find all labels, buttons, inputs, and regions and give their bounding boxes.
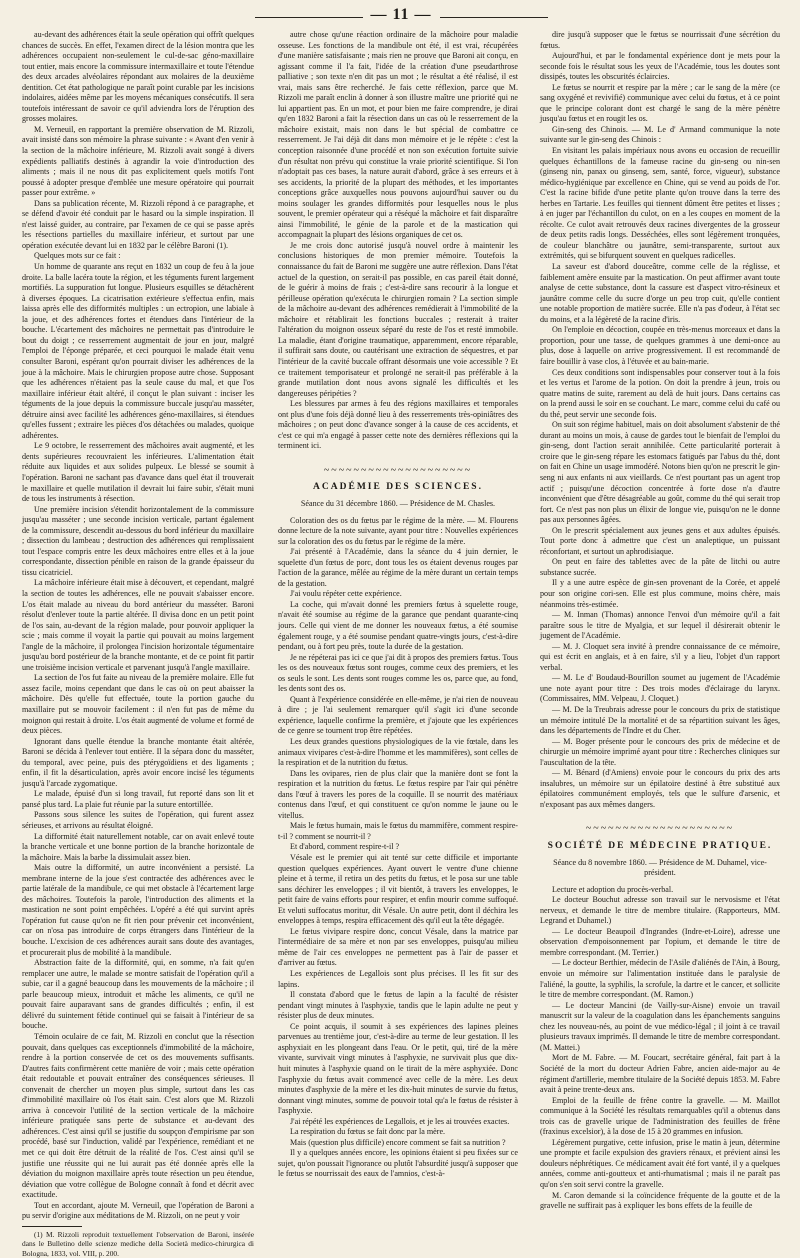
article-paragraph: — M. Le d' Boudaud-Bourillon soumet au jugement de l'Académie une note ayant pour titre : Des trois modes d'éclairage du larynx. (Commissaires, MM. Velpeau, J. Cloquet.): [540, 673, 780, 704]
article-paragraph: La difformité était naturellement notable, car on avait enlevé toute la branche verticale et une bonne portion de la branche horizontale de la mâchoire. Mais la barbe la dissimulait assez bien.: [22, 831, 254, 862]
article-paragraph: M. Caron demande si la coïncidence fréquente de la goutte et de la gravelle ne suffirait pas à expliquer les bons effets de la feuille de: [540, 1190, 780, 1211]
article-paragraph: On le prescrit spécialement aux jeunes gens et aux adultes épuisés. Tout porte donc à admettre que c'est un analeptique, un puissant réconfortant, et surtout un aphrodisiaque.: [540, 525, 780, 556]
column-3: [540, 30, 780, 1211]
article-paragraph: Quant à l'expérience considérée en elle-même, je n'ai rien de nouveau à dire ; je l'ai seulement remarquer qu'il s'agit ici d'une seconde expérience, laquelle confirme la première, et j'ajoute que les expériences de ce genre se tournent trop être répétées.: [278, 694, 518, 736]
article-paragraph: Tout en accordant, ajoute M. Verneuil, que l'opération de Baroni a pu servir d'origine aux méditations de M. Rizzoli, on ne peut y voir: [22, 1200, 254, 1221]
article-paragraph: La saveur est d'abord douceâtre, comme celle de la réglisse, et faiblement amère ensuite par la mastication. On peut affirmer avant toute analyse de cette substance, dont la cassure est d'aspect vitro-résineux et jaunâtre comme celle du sucre d'orge un peu trop cuit, qu'elle contient une notable proportion de matière sucrée. Elle n'a pas d'odeur, à l'état sec du moins, et a la légèreté de la racine d'iris.: [540, 262, 780, 324]
header-rule-left: [255, 17, 363, 18]
article-paragraph: Ces deux conditions sont indispensables pour conserver tout à la fois et les vertus et l'arome de la potion. On doit la prendre à jeun, trois ou quatre matins de suite, rarement au delà de huit jours. Dans certains cas on la prend aussi le soir en se couchant. Le marc, comme celui du café ou du thé, peut servir une seconde fois.: [540, 367, 780, 419]
article-paragraph: Il constata d'abord que le fœtus de lapin a la faculté de résister pendant vingt minutes à l'asphyxie, tandis que le lapin adulte ne peut y résister plus de deux minutes.: [278, 990, 518, 1021]
article-paragraph: La respiration du fœtus se fait donc par la mère.: [290, 1127, 446, 1137]
column-3-body-top: [540, 30, 780, 810]
article-paragraph: Le malade, épuisé d'un si long travail, fut reporté dans son lit et pansé plus tard. La plaie fut réunie par la suture entortillée.: [22, 789, 254, 809]
article-paragraph: On suit son régime habituel, mais on doit absolument s'abstenir de thé durant au moins un mois, à cause de gardes tout le bienfait de l'emploi du gin-seng, dont l'action serait annihilée. Cette particularité porterait à croire que le gin-seng répare les estomacs fatigués par l'abus du thé, dont on fait en Chine un usage immodéré. Notons bien qu'on ne prescrit le gin-seng ni aux enfants ni aux vieillards. Ce n'est pourtant pas un agent trop actif ; puisqu'une décoction concentrée à forte dose n'a d'autre inconvénient que d'être désagréable au goût, comme du thé qui serait trop fort. Ce n'est pas non plus un élixir de longue vie, puisqu'on ne le donne pas aux personnes âgées.: [540, 420, 780, 525]
column-1-body: [22, 30, 254, 1222]
article-paragraph: — Le docteur Mancini (de Vailly-sur-Aisne) envoie un travail manuscrit sur la valeur de la coagulation dans les épanchements sanguins chez les nouveau-nés, au point de vue médico-légal ; il joint à ce travail plusieurs travaux imprimés. Il demande le titre de membre correspondant. (M. Mattei.): [540, 1000, 780, 1052]
article-paragraph: Mort de M. Fabre. — M. Foucart, secrétaire général, fait part à la Société de la mort du docteur Adrien Fabre, ancien aide-major au 4e régiment d'artillerie, membre titulaire de la Société depuis 1853. M. Fabre avait à peine trente-deux ans.: [540, 1053, 780, 1095]
section-title-academie: ACADÉMIE DES SCIENCES.: [313, 482, 483, 493]
article-paragraph: J'ai voulu répéter cette expérience.: [290, 589, 402, 599]
article-paragraph: Les deux grandes questions physiologiques de la vie fœtale, dans les animaux vivipares c'est-à-dire l'homme et les mammifères), sont celles de la respiration et de la nutrition du fœtus.: [278, 737, 518, 768]
article-paragraph: J'ai présenté à l'Académie, dans la séance du 4 juin dernier, le squelette d'un fœtus de porc, dont tous les os étaient devenus rouges par l'action de la garance, mêlée au régime de la mère durant un certain temps de la gestation.: [278, 547, 518, 588]
article-paragraph: Témoin oculaire de ce fait, M. Rizzoli en conclut que la résection pouvait, dans quelques cas exceptionnels d'immobilité de la mâchoire, rendre à la portion conservée de cet os des mouvements suffisants. D'autres faits confirmèrent cette manière de voir ; mais cette opération était redoutable et pouvait entraîner des conséquences sérieuses. Il convenait de chercher un moyen plus simple, surtout dans les cas d'immobilité maxillaire où l'os était sain. C'est alors que M. Rizzoli arriva à concevoir l'utilité de la section verticale de la mâchoire inférieure pratiquée sans perte de substance et au-devant des adhérences. C'est ainsi qu'il se justifie du soupçon d'empirisme par son procédé, basé sur l'induction, validé par l'expérience, remédiant et ne met ce qui doit être détruit de la réalité de l'os. C'est ainsi qu'il se justifie une réussite qui ne lui aurait pas été donnée après elle la déviation du moignon maxillaire après toute résection un peu étendue, déviation que votre collègue de Bologne connaît à fond et décrit avec exactitude.: [22, 1031, 254, 1200]
article-paragraph: — M. Boger présente pour le concours des prix de médecine et de chirurgie un mémoire imprimé ayant pour titre : Recherches cliniques sur l'auscultation de la tête.: [540, 736, 780, 767]
article-paragraph: Les expériences de Legallois sont plus précises. Il les fit sur des lapins.: [278, 969, 518, 989]
article-paragraph: Le docteur Bouchut adresse son travail sur le nervosisme et l'état nerveux, et demande le titre de membre titulaire. (Rapporteurs, MM. Legrand et Duhamel.): [540, 895, 780, 926]
column-3-body-bottom: [540, 885, 780, 1212]
column-2: [278, 30, 518, 1179]
column-2-body-bottom: [278, 516, 518, 1180]
article-paragraph: Quelques mots sur ce fait :: [34, 251, 121, 261]
article-paragraph: Ce point acquis, il soumit à ses expériences des lapines pleines parvenues au trentième jour, c'est-à-dire au terme de leur gestation. Il les asphyxiait en les plongeant dans l'eau. Or le petit, qui, tiré de la mère vivante, survivait vingt minutes à l'asphyxie, ne survivait plus que dix-huit minutes à l'asphyxie quand on le tirait de la mère asphyxiée. Donc l'asphyxie du fœtus avait commencé avec celle de la mère. Les deux minutes d'asphyxie de la mère et les dix-huit minutes de survie du fœtus, donnant vingt minutes, somme de pouvoir total qu'a le fœtus de résister à l'asphyxie.: [278, 1021, 518, 1116]
page-number: — 11 —: [370, 6, 432, 23]
section-ornament: ~~~~~~~~~~~~~~~~~~~~: [585, 823, 735, 835]
article-paragraph: On l'emploie en décoction, coupée en très-menus morceaux et dans la proportion, pour une tasse, de quelques grammes à une demi-once au plus, dose à laquelle on arrive progressivement. Il est recommandé de faire bouillir à vase clos, à l'étuvée et au bain-marie.: [540, 325, 780, 366]
article-paragraph: La section de l'os fut faite au niveau de la première molaire. Elle fut assez facile, moins cependant que dans le cas où on peut abaisser la mâchoire. Dès qu'elle fut effectuée, toute la portion gauche du maxillaire put se mouvoir facilement : il n'en fut pas de même du moignon qui restait à droite. L'os était augmenté de volume et formé de deux pièces.: [22, 673, 254, 736]
article-paragraph: autre chose qu'une réaction ordinaire de la mâchoire pour maladie osseuse. Les fonctions de la mandibule ont été, il est vrai, récupérées d'une manière satisfaisante ; mais rien ne prouve que Baroni ait conçu, en agissant comme il l'a fait, l'idée de la création d'une pseudarthrose palliative ; son texte n'en dit pas un mot ; le résultat a été réalisé, il est vrai, mais sans être recherché. Je fais cette réflexion, parce que M. Rizzoli me paraît enclin à donner à son illustre maître une priorité qui ne lui appartient pas. En un mot, et pour bien me faire comprendre, je dirai qu'en 1832 Baroni a fait la résection dans un cas où le resserrement de la mâchoire existait, mais non dans le but spécial de combattre ce resserrement. Je l'ai déjà dit dans mon mémoire et je le répète : c'est la conception raisonnée d'une procédé et non son exécution fortuite suivie d'un résultat non prévu qui constitue la vraie priorité scientifique. Si l'on n'adoptait pas ces bases, la nature aurait d'abord, grâce à ses erreurs et à ses accidents, la priorité de la plupart des méthodes, et les importantes conceptions grâce auxquelles nous pouvons aujourd'hui sauver ou du moins soulager les grandes difformités pour lesquelles nous le plus souvent, le premier opérateur qui a réséqué la mâchoire et fait disparaître ainsi l'immobilité, le génie de la parole et de la mastication qui accompagnait la plupart des lésions organiques de cet os.: [278, 30, 518, 240]
article-paragraph: Légèrement purgative, cette infusion, prise le matin à jeun, détermine une prompte et facile expulsion des graviers rénaux, et prévient ainsi les douleurs néphrétiques. Ce médicament avait été fort vanté, il y a quelques années, comme anti-goutteux et anti-rhumatismal ; mais il ne paraît pas qu'on s'en soit servi contre la gravelle.: [540, 1137, 780, 1189]
article-paragraph: On peut en faire des tablettes avec de la pâte de litchi ou autre substance sucrée.: [540, 557, 780, 577]
page-header: [0, 4, 800, 30]
article-paragraph: Mais outre la difformité, un autre inconvénient a persisté. La membrane interne de la joue s'est contractée des adhérences avec le partie latérale de la mandibule, ce qui met obstacle à l'écartement large des mâchoires. Toutefois la parole, l'introduction des aliments et la mastication ne sont point empêchées. L'opéré a été qui survint après l'opération fut cause qu'on ne fit rien pour prévenir cet inconvénient, car on n'osa pas introduire de corps étrangers dans l'intérieur de la bouche. L'excision de ces adhérences aurait sans doute des avantages, et procurerait plus de mobilité à la mandibule.: [22, 863, 254, 957]
column-1: [22, 30, 254, 1258]
article-paragraph: Passons sous silence les suites de l'opération, qui furent assez sérieuses, et arrivons au résultat éloigné.: [22, 810, 254, 831]
article-paragraph: — M. De la Treubrais adresse pour le concours du prix de statistique un mémoire intitulé De la mortalité et de sa répartition suivant les âges, dans les départements de l'Indre et du Cher.: [540, 705, 780, 736]
article-paragraph: au-devant des adhérences était la seule opération qui offrît quelques chances de succès. En effet, l'examen direct de la lésion montra que les adhérences occupaient non-seulement le cul-de-sac géno-maxillaire tout entier, mais encore la commissure intermaxillaire et toute l'étendue des deux arcades alvéolaires répondant aux molaires de la deuxième dentition. Cet état pathologique ne paraît point curable par les incisions indolaires, aidées même par les moyens mécaniques consécutifs. Il sera toutefois intéressant de savoir ce qu'il adviendra lors de l'éruption des grosses molaires.: [22, 30, 254, 124]
section-subtitle-societe: Séance du 8 novembre 1860. — Présidence de M. Duhamel, vice-président.: [553, 857, 767, 878]
article-paragraph: Le fœtus vivipare respire donc, concut Vésale, dans la matrice par l'intermédiaire de sa mère et non par ses enveloppes, puisqu'au milieu même de l'air ces enveloppes ne permettent pas à l'air de passer et d'arriver au fœtus.: [278, 926, 518, 968]
section-ornament: ~~~~~~~~~~~~~~~~~~~~: [323, 464, 473, 476]
article-paragraph: dire jusqu'à supposer que le fœtus se nourrissait d'une sécrétion du fœtus.: [540, 30, 780, 50]
article-paragraph: Il y a une autre espèce de gin-sen provenant de la Corée, et appelé pour son origine cori-sen. Elle est plus commune, moins chère, mais néanmoins très-estimée.: [540, 578, 780, 609]
article-paragraph: Une première incision s'étendit horizontalement de la commissure jusqu'au masséter ; une seconde incision verticale, partant également de la commissure, descendit au-dessous du bord inférieur du maxillaire ; dissection du lambeau ; destruction des adhérences qui remplissaient tout l'espace compris entre les deux mâchoires entre elles et à la joue correspondante, dissection pénible en raison de la grande épaisseur du tissu cicatriciel.: [22, 504, 254, 577]
article-paragraph: Le 9 octobre, le resserrement des mâchoires avait augmenté, et les dents supérieures recouvraient les inférieures. L'alimentation était réduite aux liquides et aux solides pulpeux. Le blessé se soumit à l'opération. Baroni ne sachant pas d'avance dans quel état il trouverait le maxillaire et quelle mutilation il devrait lui faire subir, s'était muni de tous les instruments à résection.: [22, 441, 254, 504]
header-rule-right: [440, 17, 548, 18]
article-paragraph: Le fœtus se nourrit et respire par la mère ; car le sang de la mère (ce sang oxygéné et revivifié) communique avec celui du fœtus, et à ce point que le principe colorant dont est chargé le sang de la mère pénètre jusqu'au fœtus et en rougit les os.: [540, 82, 780, 124]
article-paragraph: Emploi de la feuille de frêne contre la gravelle. — M. Maillot communique à la Société les résultats remarquables qu'il a obtenus dans trois cas de gravelle urique de l'administration des feuilles de frêne (fraxinus excelsior), à la dose de 15 à 20 grammes en infusion.: [540, 1095, 780, 1137]
article-paragraph: Il y a quelques années encore, les opinions étaient si peu fixées sur ce sujet, qu'on poussait l'ignorance ou plutôt l'absurdité jusqu'à supposer que le fœtus se nourrissait des eaux de l'amnios, c'est-à-: [278, 1148, 518, 1179]
article-paragraph: — M. J. Cloquet sera invité à prendre connaissance de ce mémoire, qui est écrit en anglais, et à en faire, s'il y a lieu, l'objet d'un rapport verbal.: [540, 641, 780, 672]
section-title-societe: SOCIÉTÉ DE MÉDECINE PRATIQUE.: [547, 841, 773, 852]
article-paragraph: La coche, qui m'avait donné les premiers fœtus à squelette rouge, n'avait été soumise au régime de la garance que pendant quarante-cinq jours. Celle qui vient de me donner les nouveaux fœtus, a été soumise également rouge, y a été soumise pendant quatre-vingts jours, c'est-à-dire pendant, ou à fort peu près, toute la durée de la gestation.: [278, 599, 518, 652]
article-paragraph: J'ai répété les expériences de Legallois, et je les ai trouvées exactes.: [290, 1116, 510, 1126]
article-paragraph: Mais (question plus difficile) encore comment se fait sa nutrition ?: [290, 1137, 506, 1147]
article-paragraph: Dans les ovipares, rien de plus clair que la manière dont se font la respiration et la nutrition du fœtus. Le fœtus respire par l'air qui pénètre dans l'œuf à travers les pores de la coquille. Il se nourrit des matériaux contenus dans l'œuf, et qui constituent ce qu'on nomme le jaune ou le vitellus.: [278, 768, 518, 820]
article-paragraph: Dans sa publication récente, M. Rizzoli répond à ce paragraphe, et se défend d'avoir été conduit par le hasard ou la simple inspiration. Il n'est laissé guider, au contraire, par l'examen de ce qui se passe après les résections partielles du maxillaire inférieur, et surtout par une opération exécutée devant lui en 1832 par le célèbre Baroni (1).: [22, 198, 254, 250]
article-paragraph: En visitant les palais impériaux nous avons eu occasion de recueillir quelques échantillons de la fameuse racine du gin-seng ou nin-sen (ginseng nin, panax ou ginseng, sem, santé, force, vigueur), substance médico-hygiénique par excellence en Chine, qui se vend au poids de l'or. C'est la racine bifide d'une petite plante qu'on trouve dans la terre des herbes en Tartarie. Les feuilles qui tiennent dûment être petites et lisses ; à en juger par l'échantillon du culot, on en a les coupes en moment de la récolte. Ce culot avait retrouvés deux racines divergentes de la grosseur de deux petits radis longs. Desséchées, elles sont légèrement tronquées, de couleur blanchâtre ou jaunâtre, semi-transparente, surtout aux extrémités, qui se bifurquent souvent en quelques radicelles.: [540, 146, 780, 261]
article-paragraph: Un homme de quarante ans reçut en 1832 un coup de feu à la joue droite. La balle lacéra toute la région, et les téguments furent largement mortifiés. La suppuration fut longue. Plusieurs esquilles se détachèrent à diverses époques. La cicatrisation extérieure s'effectua enfin, mais laissa après elle des difformités multiples : un ectropion, une labiale à la joue, et des adhérences fortes et étendues dans l'intérieur de la bouche. L'écartement des mâchoires ne permettait pas d'introduire le bout du doigt ; ce resserrement augmentait de jour en jour, malgré l'emploi de l'éponge préparée, et ceci pourquoi le malade était venu consulter Baroni, espérant qu'on pourrait diviser les adhérences de la joue à la mâchoire. Mais le chirurgien propose autre chose. Supposant que les adhérences n'étaient pas la seule cause du mal, et que l'os maxillaire inférieur était altéré, il conçut le plan suivant : inciser les téguments de la joue depuis la commissure buccale jusqu'au masséter, détruire ainsi avec facilité les adhérences géno-maxillaires, si étendues qu'elles fussent ; extraire les pièces d'os détachées ou malades, quoique adhérentes.: [22, 262, 254, 440]
section-subtitle-academie: Séance du 31 décembre 1860. — Présidence de M. Chasles.: [300, 498, 496, 508]
article-paragraph: Je ne répéterai pas ici ce que j'ai dit à propos des premiers fœtus. Tous les os des nouveaux fœtus sont rouges, comme ceux des premiers, et les os seuls le sont. Les dents sont rouges comme les os, parce que, au fond, les dents sont des os.: [278, 652, 518, 694]
article-paragraph: Ignorant dans quelle étendue la branche montante était altérée, Baroni se décida à l'enlever tout entière. Il la sépara donc du masséter, du temporal, avec peine, puis des ptérygoïdiens et des ligaments ; enfin, il fit la désarticulation, après avoir encore incisé les téguments jusqu'à l'arcade zygomatique.: [22, 736, 254, 788]
article-paragraph: Et d'abord, comment respire-t-il ?: [290, 842, 400, 852]
article-paragraph: M. Verneuil, en rapportant la première observation de M. Rizzoli, avait insisté dans son mémoire la phrase suivante : « Avant d'en venir à la section de la mâchoire inférieure, M. Rizzoli avait songé à divers expédients palliatifs destinés à agrandir la voie d'introduction des aliments ; mais il ne nous dit pas explicitement quels motifs l'ont poussé à adopter presque d'emblée une mesure opératoire qui pourrait passer pour extrême. »: [22, 124, 254, 198]
article-paragraph: Abstraction faite de la difformité, qui, en somme, n'a fait qu'en remplacer une autre, le malade se montre satisfait de l'opération qu'il a subie, car il a gagné beaucoup dans les mouvements de la mâchoire ; il parle beaucoup mieux, introduit et mâche les aliments, ce qu'il ne pouvait faire auparavant sans de grandes difficultés ; enfin, il est délivré du suintement fétide continuel qui se faisait à l'intérieur de sa bouche.: [22, 958, 254, 1031]
footnote-separator: [22, 1226, 82, 1227]
footnote: (1) M. Rizzoli reproduit textuellement l'observation de Baroni, insérée dans le Bulletino delle scienze mediche della Società medico-chirurgica di Bologna, 1833, vol. VIII, p. 200.: [22, 1229, 254, 1258]
article-paragraph: La mâchoire inférieure était mise à découvert, et cependant, malgré la section de toutes les adhérences, elle ne pouvait s'abaisser encore. L'os était malade au niveau du bord antérieur du masséter. Baroni résolut d'enlever toute la partie altérée. Il divisa donc en un petit point de l'os sain, au-devant de la région malade, pour pouvoir appliquer la scie ; mais comme il voyait la partie qui pouvait au moins largement l'angle de la mâchoire, il prolongea l'incision horizontale tégumentaire jusqu'au bord postérieur de la branche montante, et de ce point fit partir une troisième incision verticale et parvenant jusqu'à l'angle maxillaire.: [22, 578, 254, 672]
article-paragraph: Mais le fœtus humain, mais le fœtus du mammifère, comment respire-t-il ? comment se nourrit-il ?: [278, 821, 518, 841]
article-paragraph: Je me crois donc autorisé jusqu'à nouvel ordre à maintenir les conclusions historiques de mon premier mémoire. Toutefois la connaissance du fait de Baroni me suggère une autre réflexion. Dans l'état actuel de la question, on serait-il pas possible, en cas pareil était donné, de le guérir à moins de frais ; c'est-à-dire sans recourir à la longue et périlleuse opération qu'exécuta le chirurgien romain ? La section simple de la mâchoire au-devant des adhérences remédierait à l'immobilité de la mâchoire et rétablirait les fonctions buccales ; resterait à traiter l'altération du moignon osseux séparé du reste de l'os et resté immobile. La maladie, étant d'origine traumatique, apparemment, encore réparable, il suffirait sans doute, ou cautérisant une extraction de séquestres, et par l'intérieur de la cavité buccale offrant désormais une voie accessible ? Et ce traitement temporisateur et prolongé ne serait-il pas préférable à la grande mutilation dont nous avons signalé les difficultés et les dangereuses péripéties ?: [278, 240, 518, 398]
article-paragraph: Aujourd'hui, et par le fondamental expérience dont je mets pour la seconde fois le résultat sous les yeux de l'Académie, tous les doutes sont dissipés, toutes les obscurités éclaircies.: [540, 51, 780, 82]
column-2-body-top: [278, 30, 518, 452]
article-paragraph: — Le docteur Beaupoil d'Ingrandes (Indre-et-Loire), adresse une observation d'empoisonnement par l'opium, et demande le titre de membre correspondant. (M. Terrier.): [540, 926, 780, 957]
article-paragraph: Les blessures par armes à feu des régions maxillaires et temporales ont plus d'une fois déjà donné lieu à des resserrements très-opiniâtres des mâchoires ; on peut donc d'avance songer à la cause de ces accidents, et c'est ce qui m'a engagé à passer cette note des dernières réflexions qui la terminent ici.: [278, 399, 518, 451]
article-paragraph: Gin-seng des Chinois. — M. Le d' Armand communique la note suivante sur le gin-seng des Chinois :: [540, 124, 780, 145]
article-paragraph: — M. Inman (Thomas) annonce l'envoi d'un mémoire qu'il a fait paraître sous le titre de Myalgia, et sur lequel il désirerait obtenir le jugement de l'Académie.: [540, 610, 780, 641]
article-paragraph: Lecture et adoption du procès-verbal.: [552, 884, 674, 894]
article-paragraph: Vésale est le premier qui ait tenté sur cette difficile et importante question quelques expériences. Ayant ouvert le ventre d'une chienne pleine et à terme, il retira un des petits du fœtus, et le posa sur une table sans déchirer les enveloppes ; il vit bientôt, à travers les enveloppes, le petit faire de vains efforts pour respirer, et enfin mourir comme suffoqué. Et veluti suffocatus moritur, dit Vésale. Un autre petit, dont il déchira les enveloppes à temps, respira efficacement dès qu'il eut la tête dégagée.: [278, 853, 518, 926]
article-paragraph: Coloration des os du fœtus par le régime de la mère. — M. Flourens donne lecture de la note suivante, ayant pour titre : Nouvelles expériences sur la coloration des os du fœtus par le régime de la mère.: [278, 515, 518, 546]
article-paragraph: — Le docteur Berthier, médecin de l'Asile d'aliénés de l'Ain, à Bourg, envoie un mémoire sur l'alimentation instituée dans le paralysie de l'aliéné, la goutte, la syphilis, la scrofule, la dartre et le cancer, et sollicite le titre de membre correspondant. (M. Ramon.): [540, 958, 780, 1000]
article-paragraph: — M. Bénard (d'Amiens) envoie pour le concours du prix des arts insalubres, un mémoire sur un épilatoire destiné à être substitué aux épilatoires communément employés, tels que le sulfure d'arsenic, et n'exposant pas aux mêmes dangers.: [540, 768, 780, 809]
